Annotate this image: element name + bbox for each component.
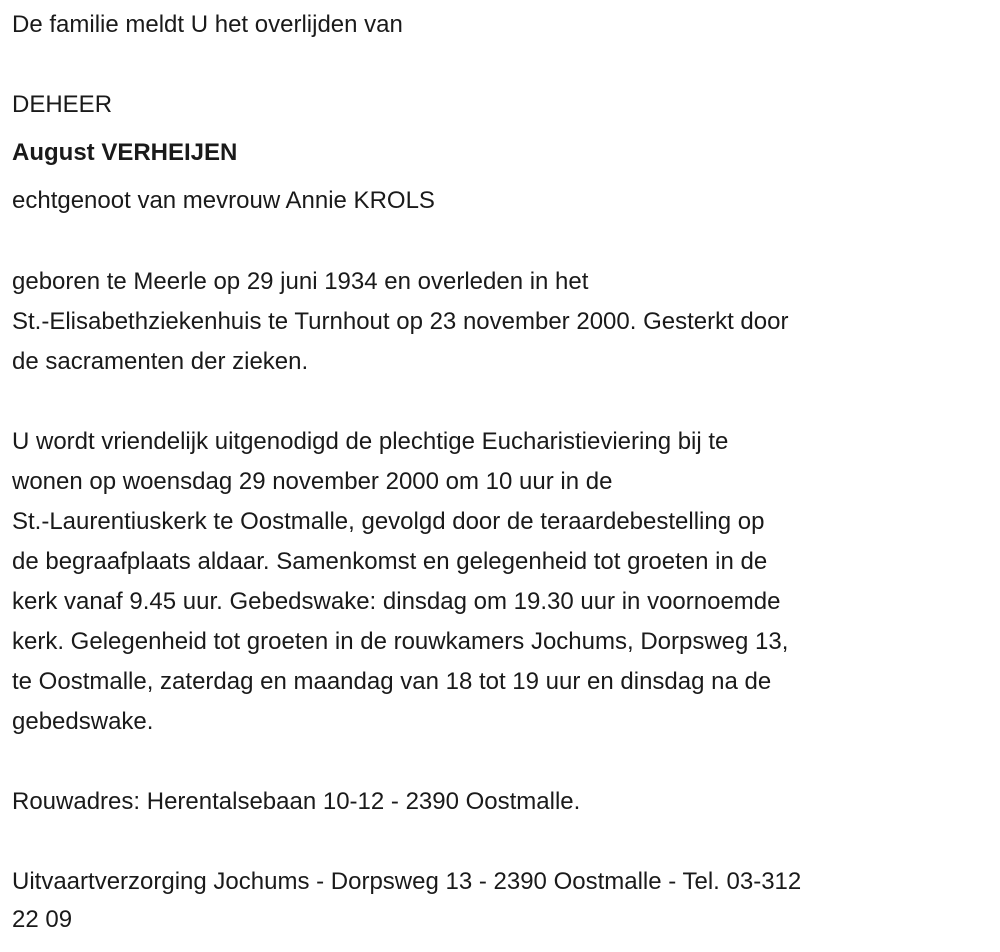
undertaker-line: Uitvaartverzorging Jochums - Dorpsweg 13 - 2390 Oostmalle - Tel. 03-312 xyxy=(12,868,802,895)
undertaker-line: 22 09 xyxy=(12,906,73,933)
ceremony-line: U wordt vriendelijk uitgenodigd de plechtige Eucharistieviering bij te xyxy=(12,428,729,455)
ceremony-line: kerk vanaf 9.45 uur. Gebedswake: dinsdag om 19.30 uur in voornoemde xyxy=(12,588,781,615)
birth-death-line: St.-Elisabethziekenhuis te Turnhout op 23 november 2000. Gesterkt door xyxy=(12,308,789,335)
ceremony-line: de begraafplaats aldaar. Samenkomst en gelegenheid tot groeten in de xyxy=(12,548,768,575)
birth-death-line: de sacramenten der zieken. xyxy=(12,348,309,375)
ceremony-line: St.-Laurentiuskerk te Oostmalle, gevolgd door de teraardebestelling op xyxy=(12,508,765,535)
ceremony-line: kerk. Gelegenheid tot groeten in de rouwkamers Jochums, Dorpsweg 13, xyxy=(12,628,789,655)
ceremony-line: gebedswake. xyxy=(12,708,154,735)
ceremony-line: te Oostmalle, zaterdag en maandag van 18 tot 19 uur en dinsdag na de xyxy=(12,668,772,695)
mourning-address: Rouwadres: Herentalsebaan 10-12 - 2390 Oostmalle. xyxy=(12,788,581,815)
birth-death-line: geboren te Meerle op 29 juni 1934 en overleden in het xyxy=(12,268,589,295)
deceased-name: August VERHEIJEN xyxy=(12,139,238,166)
intro-text: De familie meldt U het overlijden van xyxy=(12,11,403,38)
honorific: DEHEER xyxy=(12,91,113,118)
ceremony-line: wonen op woensdag 29 november 2000 om 10 uur in de xyxy=(12,468,613,495)
spouse-text: echtgenoot van mevrouw Annie KROLS xyxy=(12,187,435,214)
